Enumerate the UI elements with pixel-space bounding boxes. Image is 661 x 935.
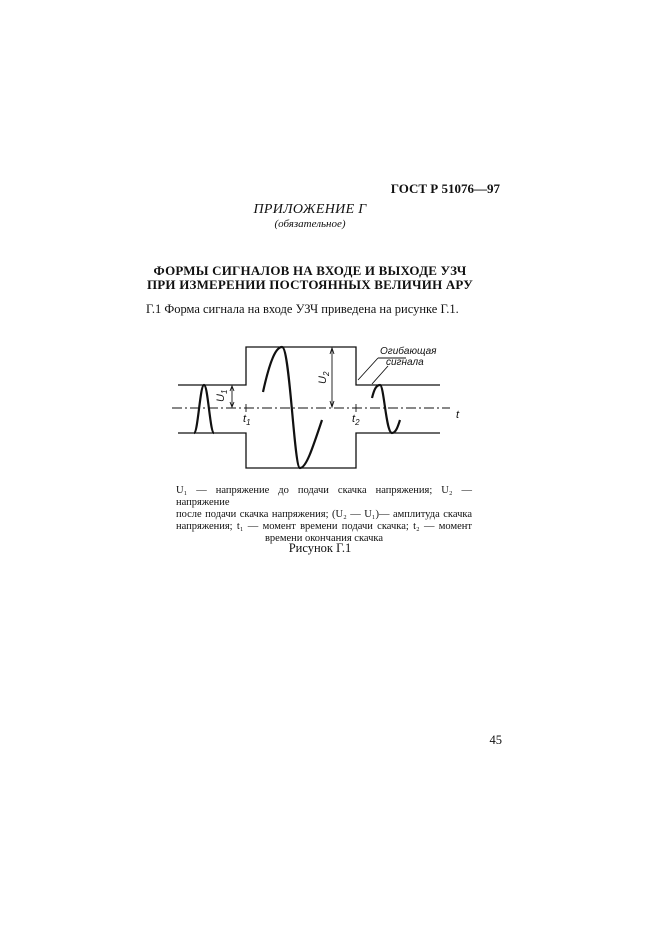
figure-caption xyxy=(176,485,472,545)
envelope-label-line-2: сигнала xyxy=(386,357,424,368)
u2-label: $U_2$ xyxy=(317,371,331,384)
section-heading-line-1: ФОРМЫ СИГНАЛОВ НА ВХОДЕ И ВЫХОДЕ УЗЧ xyxy=(153,263,467,278)
envelope-lower xyxy=(178,433,440,468)
envelope-leader-2 xyxy=(372,366,388,384)
caption-line-2: после подачи скачка напряжения; (U₂ — U₁)— амплитуда скачка xyxy=(176,509,472,520)
intro-paragraph: Г.1 Форма сигнала на входе УЗЧ приведена на рисунке Г.1. xyxy=(146,302,459,316)
t-axis-label: t xyxy=(456,409,460,421)
sine-segment-3 xyxy=(372,385,400,433)
sine-segment-1 xyxy=(194,385,214,433)
document-id: ГОСТ Р 51076—97 xyxy=(390,181,500,196)
signal-waveform-figure xyxy=(160,340,490,475)
t1-label: $t_1$ xyxy=(243,413,251,427)
t2-label: $t_2$ xyxy=(352,413,360,427)
caption-line-4: времени окончания скачка xyxy=(264,533,384,544)
figure-label: Рисунок Г.1 xyxy=(288,541,352,555)
sine-segment-2 xyxy=(263,347,322,468)
envelope-leader-1 xyxy=(358,358,378,380)
caption-line-1: U₁ — напряжение до подачи скачка напряжения; U₂ —напряжение xyxy=(176,485,472,508)
appendix-status: (обязательное) xyxy=(274,218,346,230)
envelope-label-line-1: Огибающая xyxy=(380,346,437,357)
section-heading-line-2: ПРИ ИЗМЕРЕНИИ ПОСТОЯННЫХ ВЕЛИЧИН АРУ xyxy=(146,277,473,292)
page-number: 45 xyxy=(489,733,502,747)
u1-label: $U_1$ xyxy=(215,389,229,402)
appendix-title: ПРИЛОЖЕНИЕ Г xyxy=(253,202,367,217)
caption-line-3: напряжения; t₁ — момент времени подачи скачка; t₂ — момент xyxy=(176,521,472,532)
